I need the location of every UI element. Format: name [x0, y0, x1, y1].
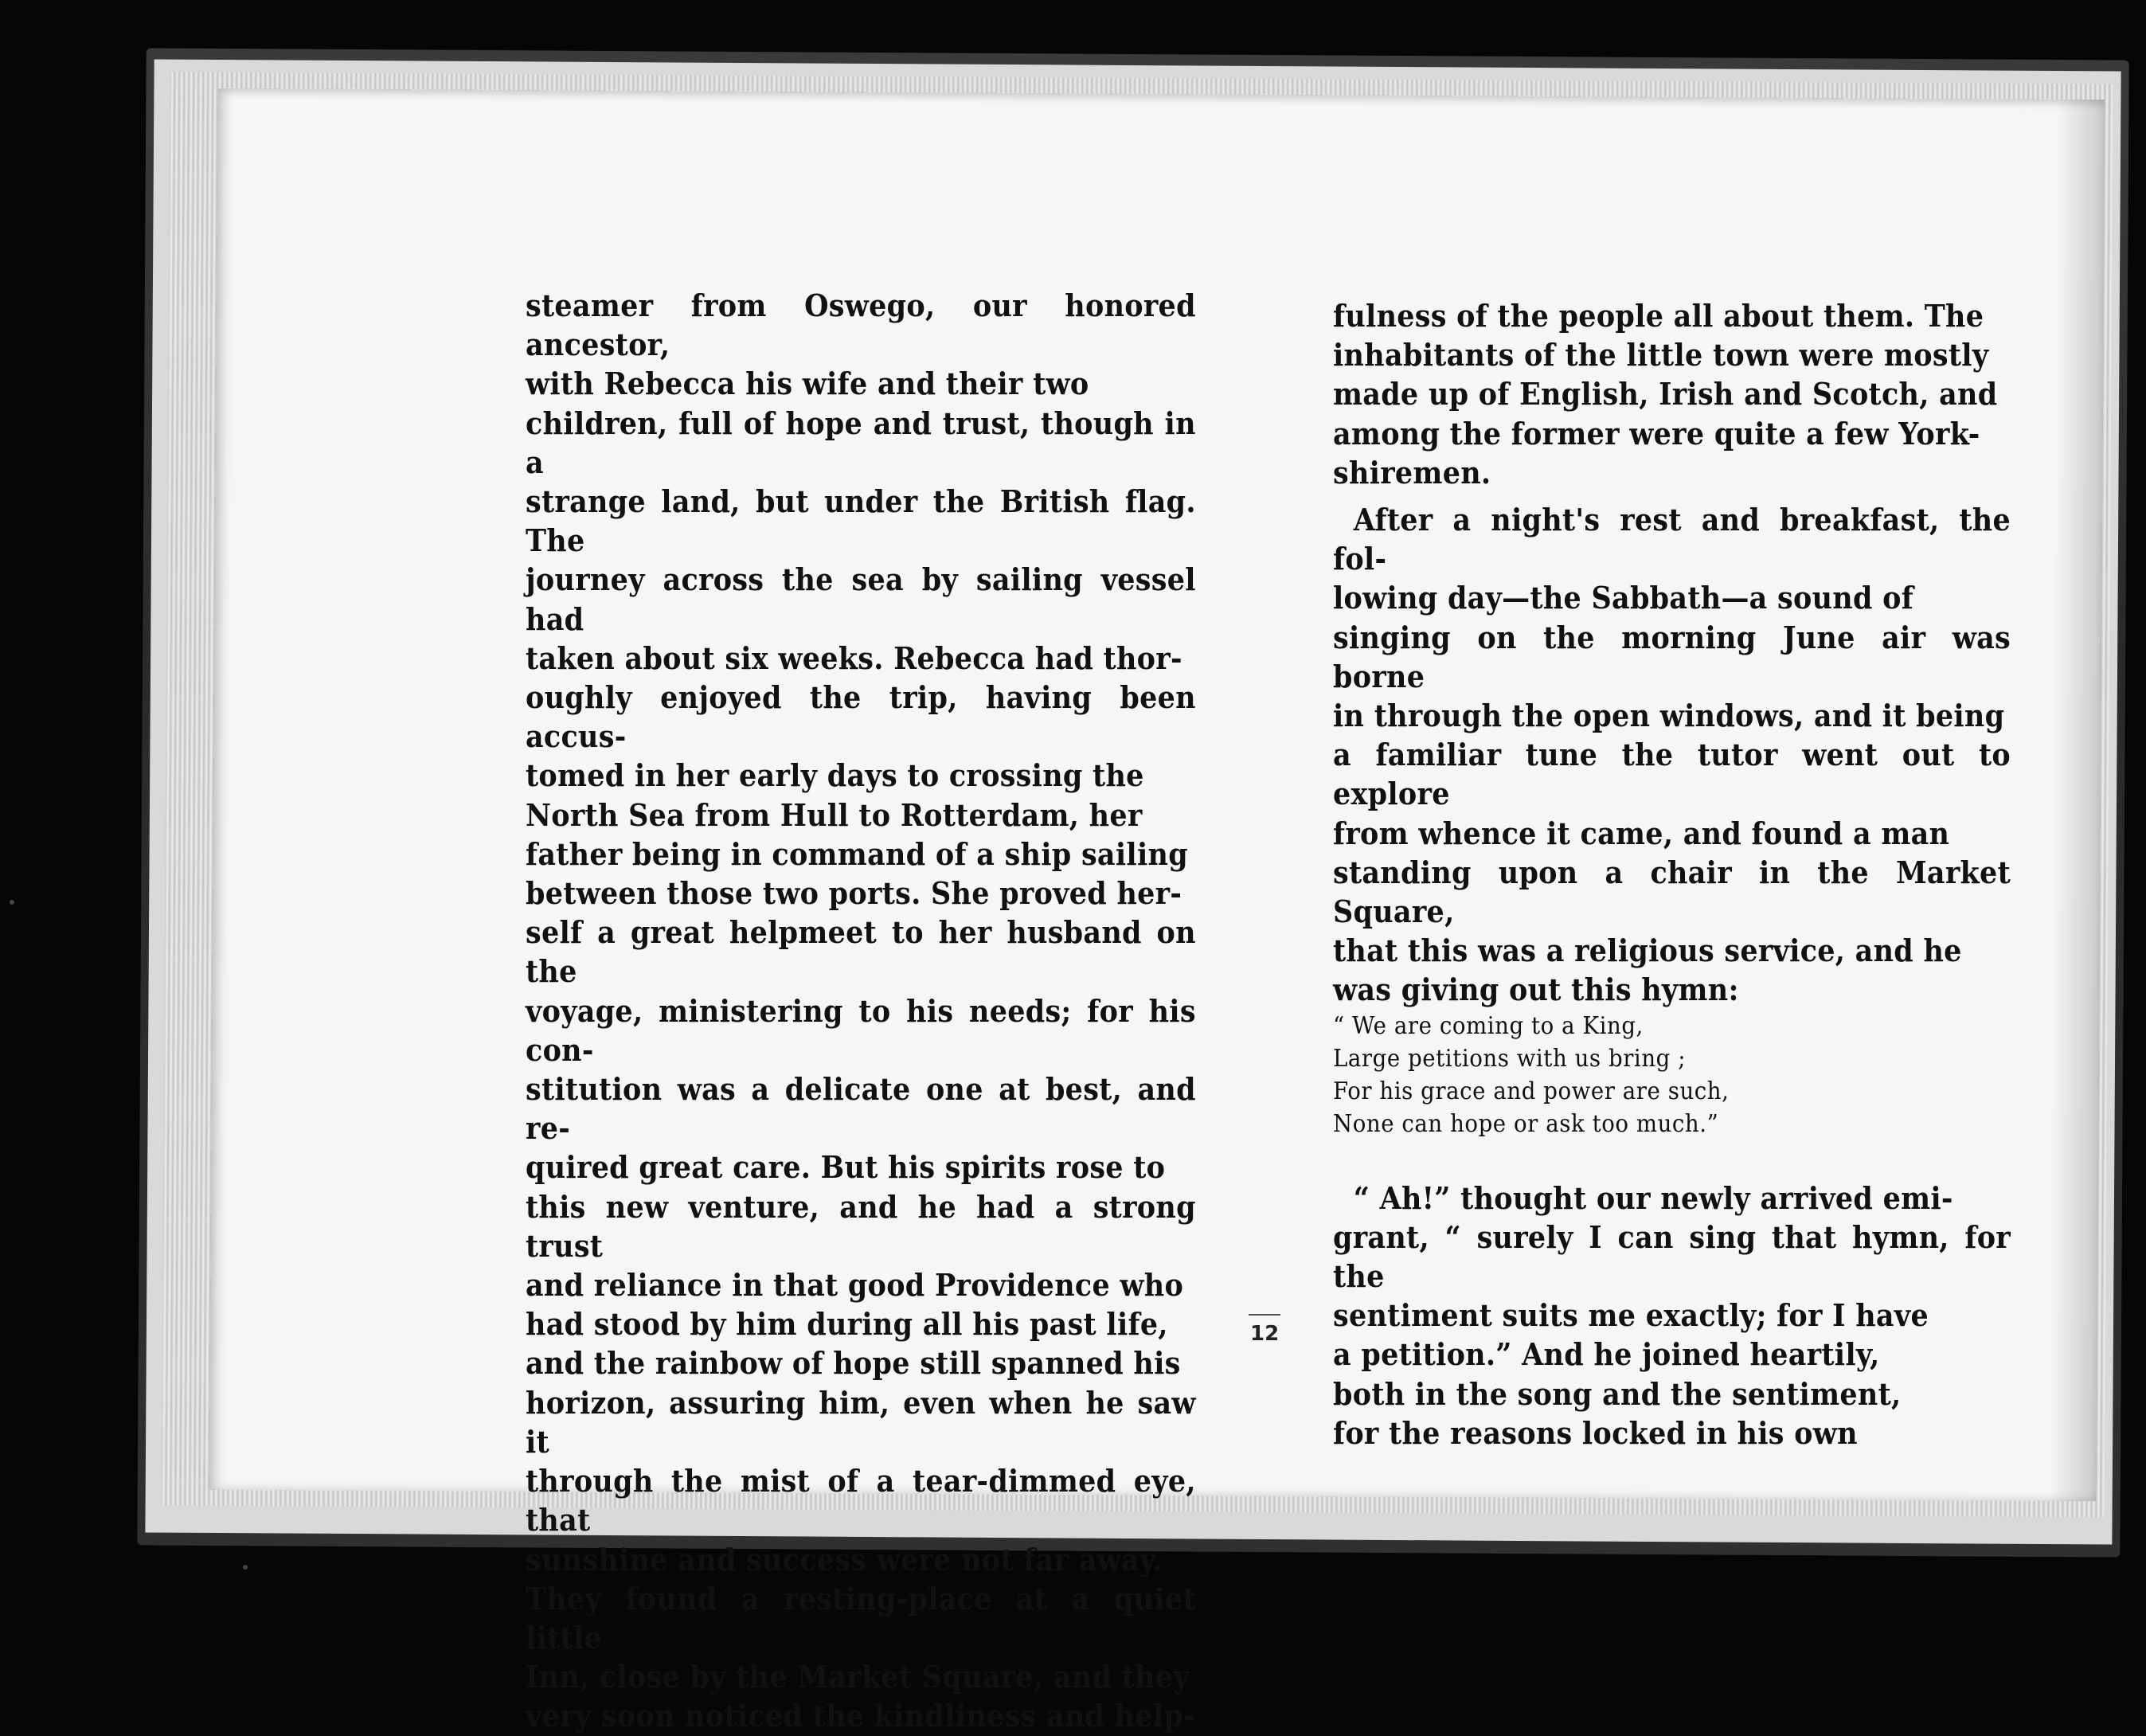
page-gutter-shadow [2049, 100, 2105, 1501]
scan-speck [243, 1565, 248, 1570]
left-column-text: steamer from Oswego, our honored ancestor, with Rebecca his wife and their two children, full of hope and trust, though in a strange land, but under the British flag. The journey across the sea by sailing vessel had taken about six weeks. Rebecca had thor- oughly enjoyed the trip, having been accus- tomed in her early days to crossing the North Sea from Hull to Rotterdam, her father being in command of a ship sailing between those two ports. She proved her- self a great helpmeet to her husband on the voyage, ministering to his needs; for his con- stitution was a delicate one at best, and re- quired great care. But his spirits rose to this new venture, and he had a strong trust and reliance in that good Providence who had stood by him during all his past life, and the rainbow of hope still spanned his horizon, assuring him, even when he saw it through the mist of a tear-dimmed eye, that sunshine and success were not far away. They found a resting-place at a quiet little Inn, close by the Market Square, and they very soon noticed the kindliness and help- [526, 287, 1196, 1734]
right-paragraph-1: fulness of the people all about them. The inhabitants of the little town were mostly made up of English, Irish and Scotch, and among the former were quite a few York- shiremen. [1333, 298, 1998, 491]
right-paragraph-2: After a night's rest and breakfast, the fol- lowing day—the Sabbath—a sound of singing on the morning June air was borne in through the open windows, and it being a familiar tune the tutor went out to explore from whence it came, and found a man standing upon a chair in the Market Square, that this was a religious service, and he was giving out this hymn: [1333, 502, 2011, 1008]
right-paragraph-3: “ Ah!” thought our newly arrived emi- grant, “ surely I can sing that hymn, for the sentiment suits me exactly; for I have a petition.” And he joined heartily, both in the song and the sentiment, for the reasons locked in his own [1333, 1179, 2011, 1451]
right-text-column [1333, 296, 2011, 1453]
left-text-column [526, 286, 1196, 1736]
page-number-rule [1249, 1314, 1280, 1316]
hymn-verse: “ We are coming to a King, Large petitions with us bring ; For his grace and power are such, None can hope or ask too much.” [1333, 1011, 1730, 1138]
scan-speck [10, 900, 14, 905]
page-number: 12 [1250, 1322, 1280, 1346]
